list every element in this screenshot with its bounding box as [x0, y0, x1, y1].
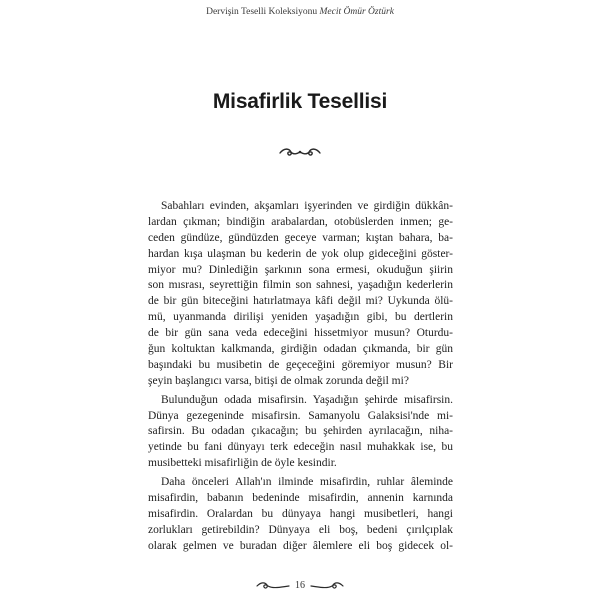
- text-line: musibetteki misafirliğin de öyle kesindir.: [148, 457, 337, 470]
- text-line: Daha önceleri Allah'ın ilminde misafirdin, ruhlar âleminde: [161, 476, 453, 489]
- text-line: Sabahları evinden, akşamları işyerinden ve girdiğin dükkân-: [161, 200, 453, 212]
- body-text: [148, 199, 453, 555]
- text-line: de bir gün biteceğini hatırlatmaya kâfi değil mi? Uykunda ölü-: [148, 295, 453, 308]
- text-line: başındaki bu musibetin de geçeceğini göremiyor musun? Bir: [148, 358, 453, 371]
- book-title: Dervişin Teselli Koleksiyonu: [206, 7, 318, 17]
- chapter-title: Misafirlik Tesellisi: [212, 90, 388, 113]
- text-line: misafirdin, babanın bedeninde misafirdin, annenin karnında: [148, 492, 453, 505]
- text-line: olarak gelmen ve buradan diğer âlemlere eli boş gidecek ol-: [148, 539, 453, 552]
- text-line: ceden gündüze, gündüzden geceye varman; kıştan bahara, ba-: [148, 231, 453, 244]
- paragraph-3: [148, 475, 453, 554]
- paragraph-2: [148, 393, 453, 472]
- running-header: [0, 7, 600, 17]
- text-line: mü, uyanmanda dirilişi yeniden yaşadığın gibi, bu dertlerin: [148, 311, 453, 324]
- text-line: lardan çıkman; bindiğin arabalardan, otobüslerden inmen; ge-: [148, 215, 453, 228]
- paragraph-1: [148, 199, 453, 390]
- text-line: son mısrası, seyrettiğin filmin son sahnesi, yaşadığın kederlerin: [148, 279, 453, 292]
- text-line: zorlukları getirebildin? Dünyaya eli boş, bedeni çırılçıplak: [148, 523, 453, 536]
- text-line: hardan kışa ulaşman bu kederin de yok olup gideceğini göster-: [148, 247, 453, 260]
- text-line: de bir gün sana veda edeceğini hissetmiyor musun? Oturdu-: [148, 327, 453, 340]
- text-line: Bulunduğun odada misafirsin. Yaşadığın şehirde misafirsin.: [161, 393, 453, 406]
- author-name: Mecit Ömür Öztürk: [319, 7, 394, 17]
- text-line: yetinde bu fani dünyayı terk edeceğin nasıl muhakkak ise, bu: [148, 441, 453, 454]
- text-line: misafirdin. Oralardan bu dünyaya hangi musibetleri, hangi: [148, 507, 453, 520]
- page-number: 16: [295, 580, 305, 591]
- swirl-ornament-icon: [278, 145, 322, 159]
- text-line: miyor mu? Dinlediğin şarkının sona ermesi, okuduğun şiirin: [148, 263, 453, 276]
- text-line: ğun koltuktan kalkmanda, girdiğin odadan çıkmanda, bir gün: [148, 343, 453, 356]
- text-line: safirsin. Bu odadan çıkacağın; bu şehirden ayrılacağın, niha-: [148, 425, 453, 438]
- text-line: Dünya gezegeninde misafirsin. Samanyolu Galaksisi'nde mi-: [148, 409, 453, 422]
- text-line: şeyin başlangıcı varsa, bitişi de olmak zorunda değil mi?: [148, 374, 409, 387]
